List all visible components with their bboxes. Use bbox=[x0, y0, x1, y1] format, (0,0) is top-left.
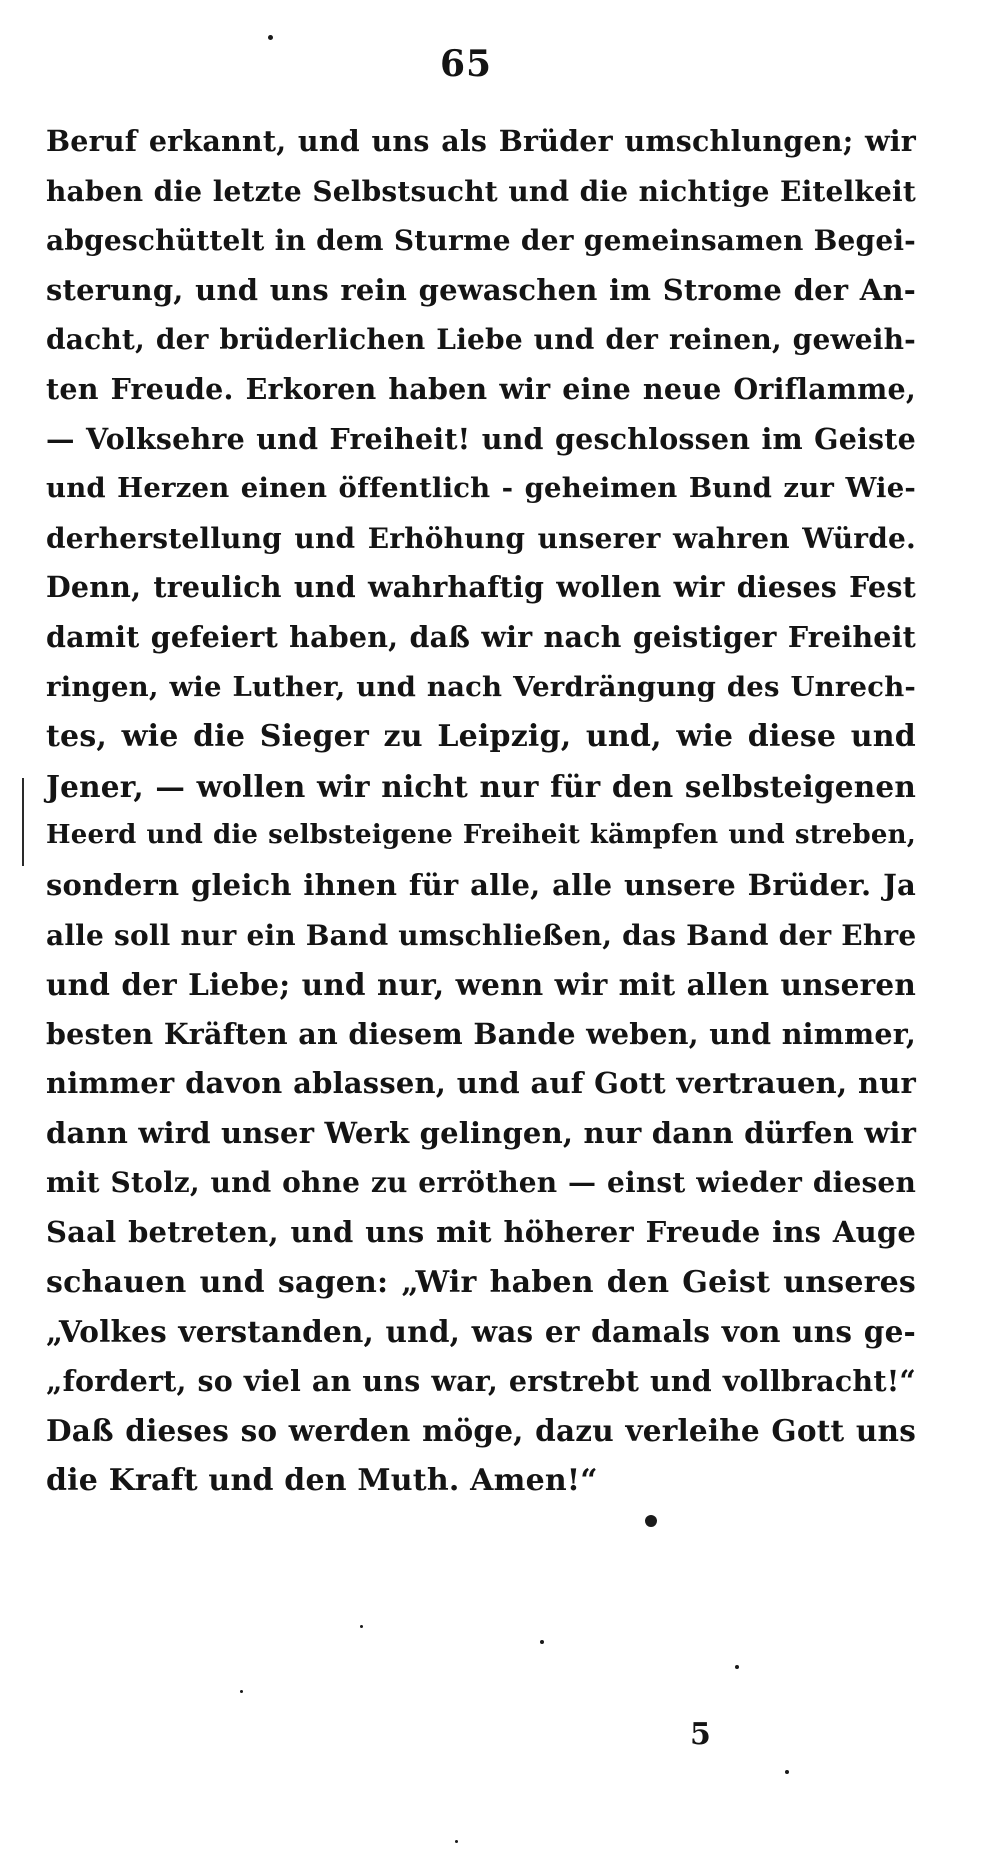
text-line: schauen und sagen: „Wir haben den Geist unseres bbox=[46, 1264, 916, 1300]
text-line: dacht, der brüderlichen Liebe und der reinen, geweih- bbox=[46, 323, 916, 357]
signature-mark: 5 bbox=[690, 1717, 711, 1752]
ink-speck bbox=[735, 1665, 739, 1669]
text-line: Denn, treulich und wahrhaftig wollen wir dieses Fest bbox=[46, 570, 916, 605]
text-line: — Volksehre und Freiheit! und geschlossen im Geiste bbox=[46, 421, 916, 456]
text-line: haben die letzte Selbstsucht und die nichtige Eitelkeit bbox=[46, 174, 916, 208]
ink-speck bbox=[455, 1840, 458, 1843]
ink-speck bbox=[540, 1640, 544, 1644]
text-line: damit gefeiert haben, daß wir nach geistiger Freiheit bbox=[46, 619, 916, 654]
text-line: tes, wie die Sieger zu Leipzig, und, wie diese und bbox=[46, 719, 916, 755]
text-line: abgeschüttelt in dem Sturme der gemeinsamen Begei- bbox=[46, 224, 916, 258]
ink-speck bbox=[268, 35, 273, 40]
text-line: ten Freude. Erkoren haben wir eine neue Oriflamme, bbox=[46, 371, 916, 406]
text-line: dann wird unser Werk gelingen, nur dann dürfen wir bbox=[46, 1115, 917, 1150]
text-line: Heerd und die selbsteigene Freiheit kämpfen und streben, bbox=[46, 820, 916, 851]
text-line: und der Liebe; und nur, wenn wir mit allen unseren bbox=[46, 967, 916, 1003]
text-line: sondern gleich ihnen für alle, alle unsere Brüder. Ja bbox=[46, 867, 916, 902]
ink-speck bbox=[240, 1690, 243, 1693]
text-line: sterung, und uns rein gewaschen im Strome der An- bbox=[46, 272, 916, 307]
ink-speck bbox=[360, 1625, 363, 1628]
page-number: 65 bbox=[440, 43, 493, 85]
ink-speck bbox=[645, 1515, 657, 1527]
text-line: „fordert, so viel an uns war, erstrebt und vollbracht!“ bbox=[46, 1363, 916, 1398]
text-line: Daß dieses so werden möge, dazu verleihe Gott uns bbox=[46, 1413, 916, 1449]
ink-speck bbox=[785, 1770, 789, 1774]
text-line: „Volkes verstanden, und, was er damals von uns ge- bbox=[46, 1314, 916, 1350]
text-line: alle soll nur ein Band umschließen, das Band der Ehre bbox=[46, 918, 917, 952]
margin-mark bbox=[22, 778, 24, 866]
text-line: und Herzen einen öffentlich - geheimen Bund zur Wie- bbox=[46, 472, 916, 505]
text-line: mit Stolz, und ohne zu erröthen — einst wieder diesen bbox=[46, 1166, 916, 1200]
text-line: Beruf erkannt, und uns als Brüder umschlungen; wir bbox=[46, 124, 916, 158]
text-line: besten Kräften an diesem Bande weben, und nimmer, bbox=[46, 1016, 916, 1051]
body-text bbox=[46, 117, 916, 1506]
text-line: Saal betreten, und uns mit höherer Freude ins Auge bbox=[46, 1215, 916, 1250]
text-line: nimmer davon ablassen, und auf Gott vertrauen, nur bbox=[46, 1066, 916, 1101]
text-line: derherstellung und Erhöhung unserer wahren Würde. bbox=[46, 521, 916, 555]
text-line: ringen, wie Luther, und nach Verdrängung des Unrech- bbox=[46, 670, 916, 703]
text-line: Jener, — wollen wir nicht nur für den selbsteigenen bbox=[46, 768, 916, 804]
text-line-final: die Kraft und den Muth. Amen!“ bbox=[46, 1463, 598, 1499]
